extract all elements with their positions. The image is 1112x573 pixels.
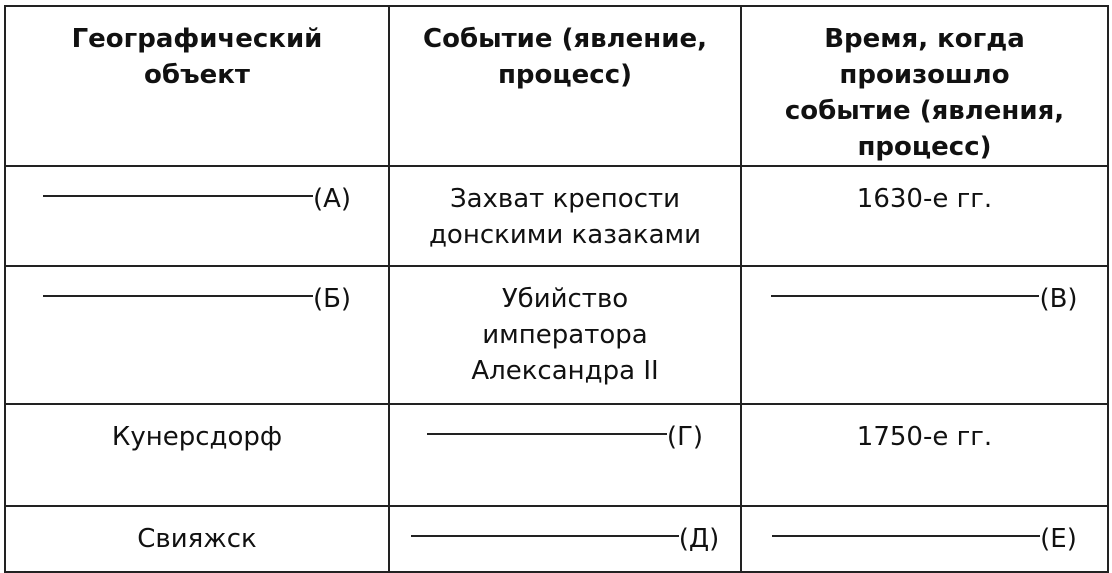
answer-blank — [43, 281, 351, 317]
table-row — [5, 166, 1108, 266]
table-row — [5, 506, 1108, 572]
event-cell — [389, 506, 741, 572]
header-time — [741, 6, 1108, 166]
blank-line — [43, 295, 313, 297]
time-cell — [741, 506, 1108, 572]
blank-letter: (Е) — [1040, 524, 1077, 554]
blank-letter: (Д) — [678, 524, 720, 554]
object-text: Свияжск — [137, 524, 257, 554]
blank-line — [43, 195, 313, 197]
header-time-label: Время, когда произошло событие (явления, процесс) — [784, 24, 1065, 162]
table-row — [5, 266, 1108, 404]
object-text: Кунерсдорф — [111, 422, 283, 452]
object-cell — [5, 506, 389, 572]
event-cell — [389, 404, 741, 506]
blank-line — [427, 433, 667, 435]
header-geographic-object — [5, 6, 389, 166]
blank-letter: (Г) — [666, 422, 704, 452]
event-cell — [389, 166, 741, 266]
answer-blank — [771, 281, 1077, 317]
header-event — [389, 6, 741, 166]
blank-line — [772, 535, 1040, 537]
object-cell — [5, 166, 389, 266]
answer-blank — [427, 419, 703, 455]
header-row — [5, 6, 1108, 166]
header-event-label: Событие (явление, процесс) — [423, 24, 707, 90]
time-cell — [741, 404, 1108, 506]
object-cell — [5, 266, 389, 404]
blank-letter: (Б) — [312, 284, 352, 314]
event-text: Захват крепости донскими казаками — [428, 184, 702, 250]
time-text: 1630-е гг. — [856, 184, 993, 214]
answer-blank — [772, 521, 1077, 557]
event-text: Убийство императора Александра II — [471, 284, 659, 386]
time-cell — [741, 166, 1108, 266]
blank-line — [411, 535, 679, 537]
time-cell — [741, 266, 1108, 404]
blank-letter: (А) — [312, 184, 352, 214]
header-geographic-object-label: Географический объект — [71, 24, 323, 90]
event-cell — [389, 266, 741, 404]
history-table — [4, 5, 1109, 573]
answer-blank — [43, 181, 351, 217]
blank-letter: (В) — [1039, 284, 1078, 314]
answer-blank — [411, 521, 720, 557]
blank-line — [771, 295, 1039, 297]
object-cell — [5, 404, 389, 506]
time-text: 1750-е гг. — [856, 422, 993, 452]
table-row — [5, 404, 1108, 506]
